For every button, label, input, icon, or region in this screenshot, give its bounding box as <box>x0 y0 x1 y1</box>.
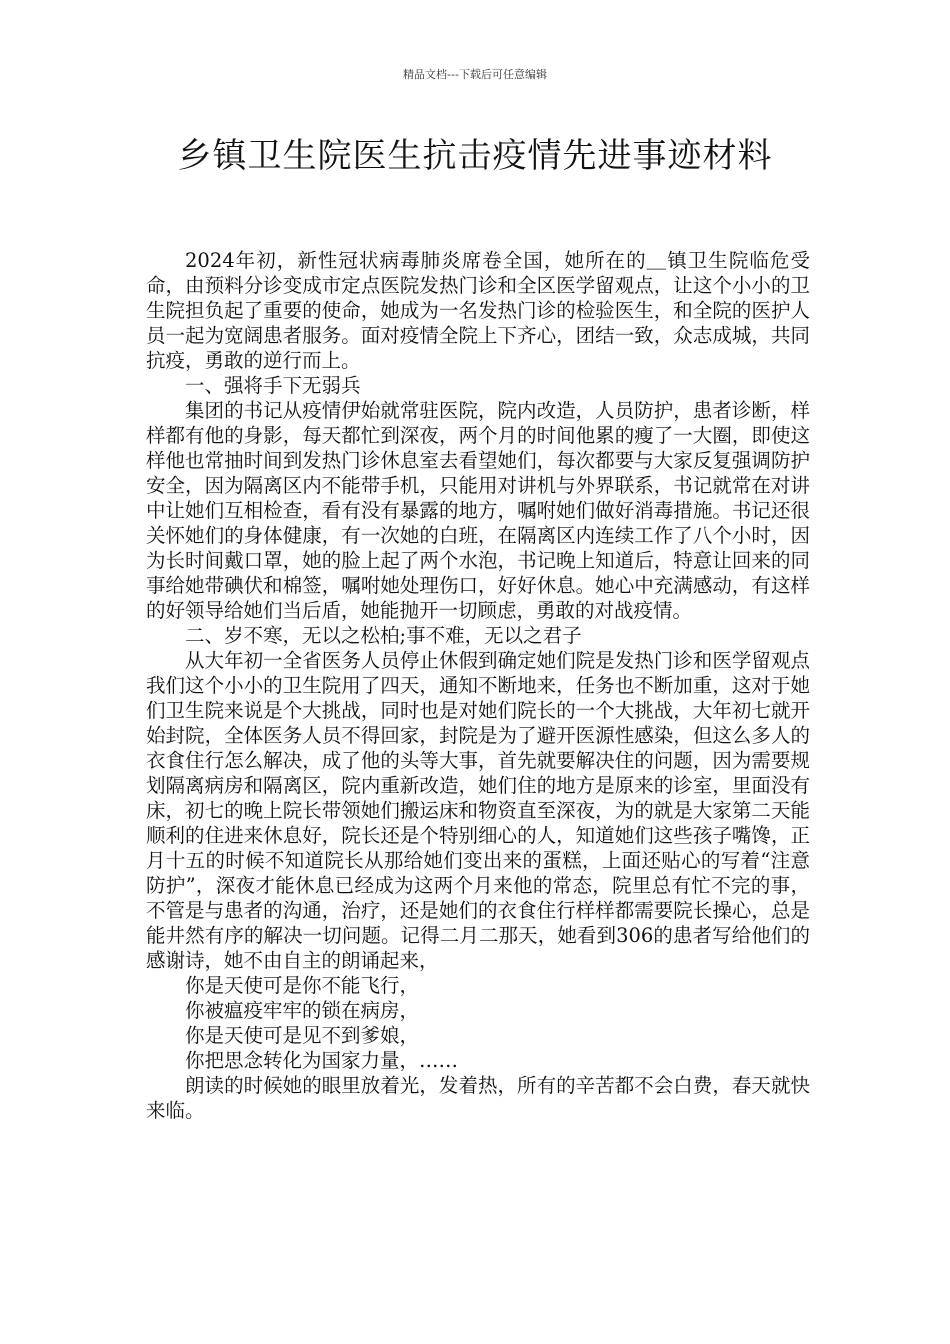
paragraph-section-2: 从大年初一全省医务人员停止休假到确定她们院是发热门诊和医学留观点我们这个小小的卫生院用了四天，通知不断地来，任务也不断加重，这对于她们卫生院来说是个大挑战，同时也是对她们院长的一个大挑战，大年初七就开始封院，全体医务人员不得回家，封院是为了避开医源性感染，但这么多人的衣食住行怎么解决，成了他的头等大事，首先就要解决住的问题，因为需要规划隔离病房和隔离区，院内重新改造，她们住的地方是原来的诊室，里面没有床，初七的晚上院长带领她们搬运床和物资直至深夜，为的就是大家第二天能顺利的住进来休息好，院长还是个特别细心的人，知道她们这些孩子嘴馋，正月十五的时候不知道院长从那给她们变出来的蛋糕，上面还贴心的写着“注意防护”，深夜才能休息已经成为这两个月来他的常态，院里总有忙不完的事，不管是与患者的沟通，治疗，还是她们的衣食住行样样都需要院长操心，总是能井然有序的解决一切问题。记得二月二那天，她看到306的患者写给他们的感谢诗，她不由自主的朗诵起来， <box>146 649 810 972</box>
document-title: 乡镇卫生院医生抗击疫情先进事迹材料 <box>177 136 773 176</box>
section-heading-1: 一、强将手下无弱兵 <box>185 374 361 397</box>
poem-line: 你被瘟疫牢牢的锁在病房， <box>185 999 420 1022</box>
paragraph-closing: 朗读的时候她的眼里放着光，发着热，所有的辛苦都不会白费，春天就快来临。 <box>146 1074 810 1122</box>
document-body <box>146 248 810 1123</box>
paragraph-section-1: 集团的书记从疫情伊始就常驻医院，院内改造，人员防护，患者诊断，样样都有他的身影，每天都忙到深夜，两个月的时间他累的瘦了一大圈，即使这样他也常抽时间到发热门诊休息室去看望她们，每次都要与大家反复强调防护安全，因为隔离区内不能带手机，只能用对讲机与外界联系，书记就常在对讲中让她们互相检查，看有没有暴露的地方，嘱咐她们做好消毒措施。书记还很关怀她们的身体健康，有一次她的白班，在隔离区内连续工作了八个小时，因为长时间戴口罩，她的脸上起了两个水泡，书记晚上知道后，特意让回来的同事给她带碘伏和棉签，嘱咐她处理伤口，好好休息。她心中充满感动，有这样的好领导给她们当后盾，她能抛开一切顾虑，勇敢的对战疫情。 <box>146 399 810 622</box>
poem-line: 你是天使可是见不到爹娘， <box>185 1024 420 1047</box>
poem-line: 你是天使可是你不能飞行， <box>185 974 420 997</box>
section-heading-2: 二、岁不寒，无以之松柏;事不难，无以之君子 <box>185 624 582 647</box>
poem-line: 你把思念转化为国家力量，…… <box>185 1049 459 1072</box>
paragraph-intro: 2024年初，新性冠状病毒肺炎席卷全国，她所在的＿镇卫生院临危受命，由预料分诊变成市定点医院发热门诊和全区医学留观点，让这个小小的卫生院担负起了重要的使命，她成为一名发热门诊的检验医生，和全院的医护人员一起为宽阔患者服务。面对疫情全院上下齐心，团结一致，众志成城，共同抗疫，勇敢的逆行而上。 <box>146 249 810 372</box>
header-note: 精品文档---下载后可任意编辑 <box>403 68 547 81</box>
